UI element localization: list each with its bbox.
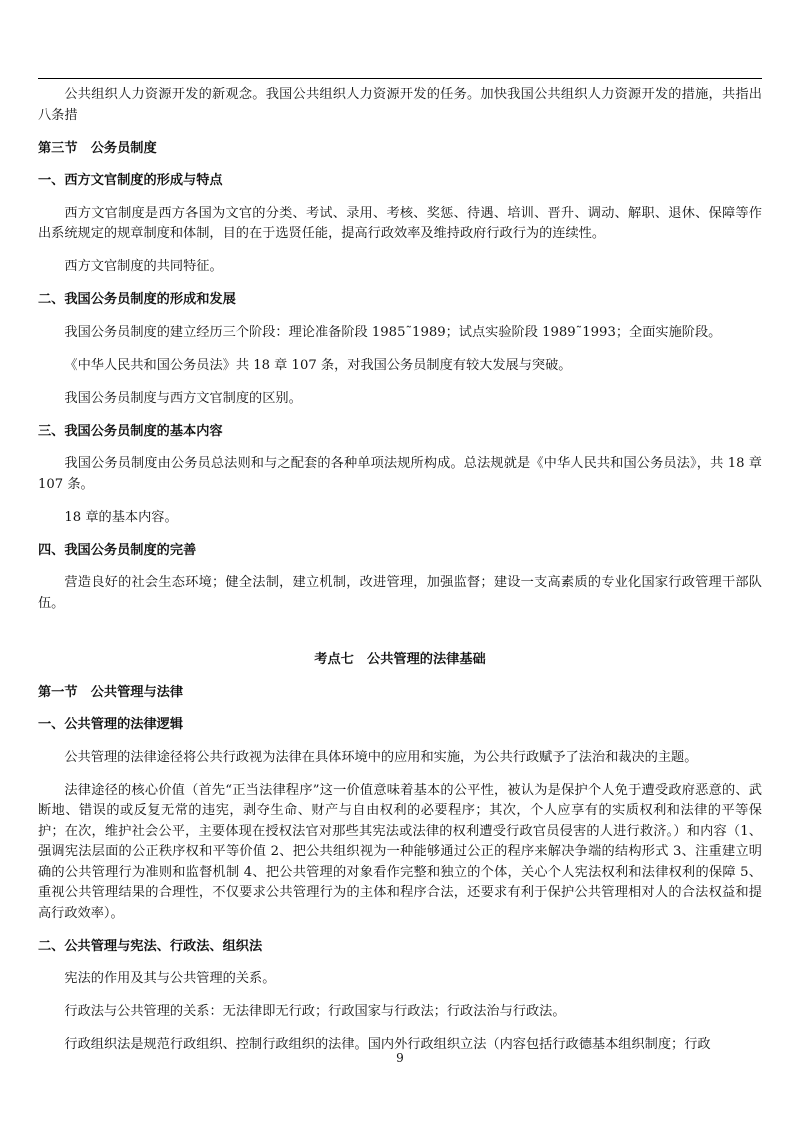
subheading-constitution-admin-law: 二、公共管理与宪法、行政法、组织法 — [38, 938, 263, 954]
subheading-western-civil-service: 一、西方文官制度的形成与特点 — [38, 173, 223, 188]
paragraph-18-chapters: 18 章的基本内容。 — [64, 509, 178, 525]
paragraph-improvement-measures: 营造良好的社会生态环境；健全法制，建立机制，改进管理，加强监督；建设一支高素质的专业化国家行政管理干部队伍。 — [38, 575, 762, 611]
page-content — [38, 78, 762, 1068]
paragraph-constitution-role: 宪法的作用及其与公共管理的关系。 — [64, 971, 276, 986]
page-number: 9 — [396, 1051, 404, 1065]
paragraph-western-features: 西方文官制度的共同特征。 — [64, 259, 223, 274]
paragraph-western-definition: 西方文官制度是西方各国为文官的分类、考试、录用、考核、奖惩、待遇、培训、晋升、调动、解职、退休、保障等作出系统规定的规章制度和体制，目的在于选贤任能，提高行政效率及维持政府行政行为的连续性。 — [38, 205, 762, 241]
section-heading-civil-service: 第三节 公务员制度 — [38, 140, 157, 156]
paragraph-legal-approach: 公共管理的法律途径将公共行政视为法律在具体环境中的应用和实施，为公共行政赋予了法治和裁决的主题。 — [64, 749, 698, 765]
header-rule — [38, 78, 762, 79]
paragraph-core-values: 法律途径的核心价值（首先“正当法律程序”这一价值意味着基本的公平性，被认为是保护个人免于遭受政府恶意的、武断地、错误的或反复无常的违宪，剥夺生命、财产与自由权利的必要程序；其次，个人应享有的实质权利和法律的平等保护；在次，维护社会公平，主要体现在授权法官对那些其宪法或法律的权利遭受行政官员侵害的人进行救济。）和内容（1、强调宪法层面的公正秩序权和平等价值 2、把公共组织视为一种能够通过公正的程序来解决争端的结构形式 3、注重建立明确的公共管理行为准则和监督机制 4、把公共管理的对象看作完整和独立的个体，关心个人宪法权利和法律权利的保障 5、重视公共管理结果的合理性，不仅要求公共管理行为的主体和程序合法，还要求有利于保护公共管理相对人的合法权益和提高行政效率）。 — [38, 782, 762, 921]
subheading-basic-content: 三、我国公务员制度的基本内容 — [38, 423, 223, 439]
chapter-title-legal-basis: 考点七 公共管理的法律基础 — [314, 652, 486, 667]
paragraph-hr-development: 公共组织人力资源开发的新观念。我国公共组织人力资源开发的任务。加快我国公共组织人力资源开发的措施，共指出八条措 — [38, 87, 762, 123]
paragraph-civil-servant-law: 《中华人民共和国公务员法》共 18 章 107 条，对我国公务员制度有较大发展与突破。 — [64, 357, 572, 373]
paragraph-admin-law-relation: 行政法与公共管理的关系：无法律即无行政；行政国家与行政法；行政法治与行政法。 — [64, 1004, 566, 1019]
paragraph-system-composition: 我国公务员制度由公务员总法则和与之配套的各种单项法规所构成。总法规就是《中华人民共和国公务员法》，共 18 章 107 条。 — [38, 456, 762, 492]
paragraph-three-stages: 我国公务员制度的建立经历三个阶段：理论准备阶段 1985˜1989；试点实验阶段 1989˜1993；全面实施阶段。 — [64, 324, 722, 340]
subheading-improvement: 四、我国公务员制度的完善 — [38, 542, 197, 558]
section-heading-public-management-law: 第一节 公共管理与法律 — [38, 684, 184, 700]
subheading-china-formation: 二、我国公务员制度的形成和发展 — [38, 292, 236, 307]
paragraph-differences: 我国公务员制度与西方文官制度的区别。 — [64, 390, 302, 406]
paragraph-organization-law: 行政组织法是规范行政组织、控制行政组织的法律。国内外行政组织立法（内容包括行政德基本组织制度；行政 — [64, 1037, 711, 1052]
subheading-legal-logic: 一、公共管理的法律逻辑 — [38, 717, 184, 732]
